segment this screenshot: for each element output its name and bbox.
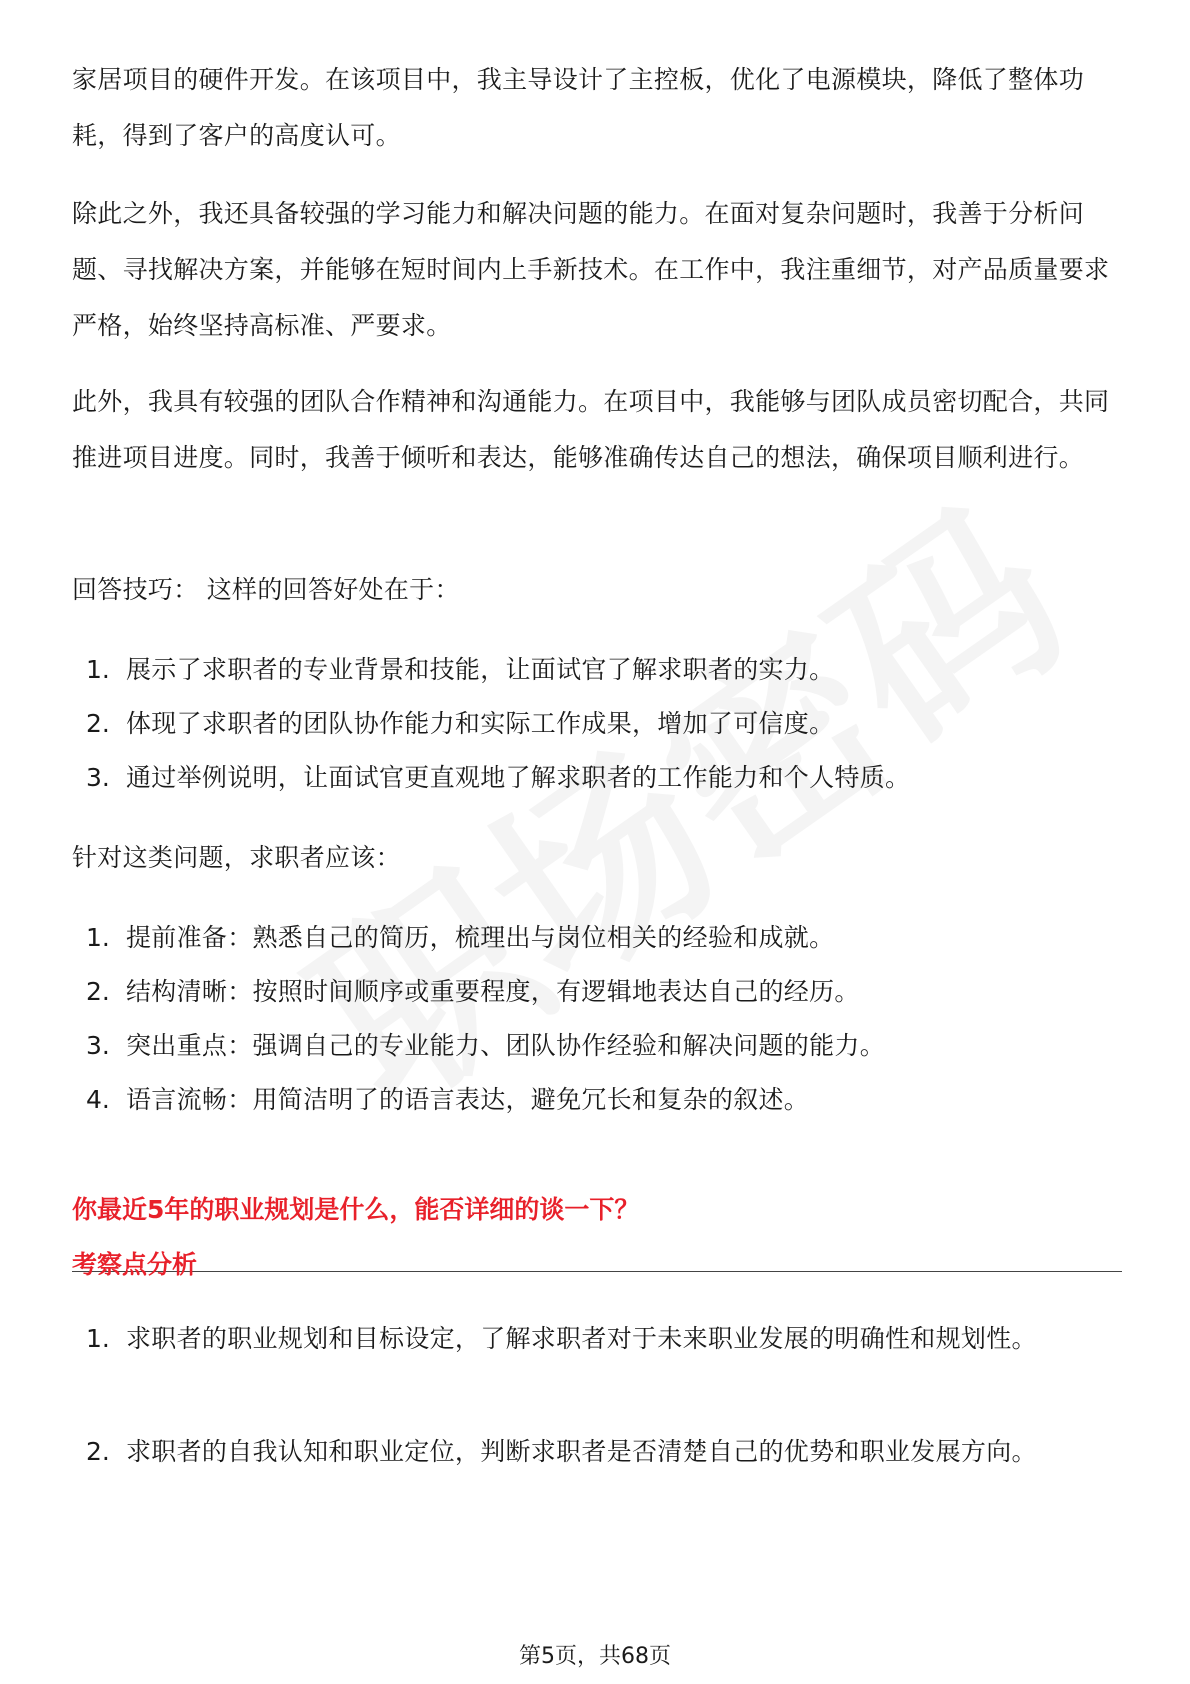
list-number: 1.: [86, 655, 110, 684]
list-text: 突出重点：强调自己的专业能力、团队协作经验和解决问题的能力。: [126, 1031, 886, 1060]
list-text: 结构清晰：按照时间顺序或重要程度，有逻辑地表达自己的经历。: [126, 977, 860, 1006]
paragraph-2: 除此之外，我还具备较强的学习能力和解决问题的能力。在面对复杂问题时，我善于分析问题、寻找解决方案，并能够在短时间内上手新技术。在工作中，我注重细节，对产品质量要求严格，始终坚持高标准、严要求。: [72, 199, 1110, 340]
analysis-heading: 考察点分析: [72, 1250, 198, 1279]
list-text: 求职者的自我认知和职业定位，判断求职者是否清楚自己的优势和职业发展方向。: [126, 1437, 1037, 1466]
tips-label: 回答技巧： 这样的回答好处在于：: [72, 575, 460, 604]
list-number: 1.: [86, 1324, 110, 1353]
tips-item-3: [72, 750, 1122, 806]
list-text: 体现了求职者的团队协作能力和实际工作成果，增加了可信度。: [126, 709, 835, 738]
list-number: 3.: [86, 763, 110, 792]
list-number: 4.: [86, 1085, 110, 1114]
advice-item-3: [72, 1018, 1122, 1074]
tips-item-2: [72, 696, 1122, 752]
list-text: 通过举例说明，让面试官更直观地了解求职者的工作能力和个人特质。: [126, 763, 911, 792]
advice-item-2: [72, 964, 1122, 1020]
advice-label: 针对这类问题，求职者应该：: [72, 843, 401, 872]
list-number: 3.: [86, 1031, 110, 1060]
tips-item-1: [72, 642, 1122, 698]
analysis-item-2: [72, 1424, 1122, 1480]
advice-item-4: [72, 1072, 1122, 1128]
paragraph-1: 家居项目的硬件开发。在该项目中，我主导设计了主控板，优化了电源模块，降低了整体功耗，得到了客户的高度认可。: [72, 65, 1085, 150]
list-text: 求职者的职业规划和目标设定，了解求职者对于未来职业发展的明确性和规划性。: [126, 1324, 1037, 1353]
list-text: 语言流畅：用简洁明了的语言表达，避免冗长和复杂的叙述。: [126, 1085, 810, 1114]
list-text: 展示了求职者的专业背景和技能，让面试官了解求职者的实力。: [126, 655, 835, 684]
list-number: 2.: [86, 709, 110, 738]
advice-item-1: [72, 910, 1122, 966]
page-footer: 第5页，共68页: [519, 1644, 671, 1669]
list-number: 2.: [86, 1437, 110, 1466]
analysis-item-1: [72, 1311, 1122, 1367]
list-number: 1.: [86, 923, 110, 952]
list-text: 提前准备：熟悉自己的简历，梳理出与岗位相关的经验和成就。: [126, 923, 835, 952]
question-heading: 你最近5年的职业规划是什么，能否详细的谈一下？: [72, 1195, 640, 1224]
section-divider: [72, 1271, 1122, 1272]
paragraph-3: 此外，我具有较强的团队合作精神和沟通能力。在项目中，我能够与团队成员密切配合，共同推进项目进度。同时，我善于倾听和表达，能够准确传达自己的想法，确保项目顺利进行。: [72, 387, 1110, 472]
list-number: 2.: [86, 977, 110, 1006]
